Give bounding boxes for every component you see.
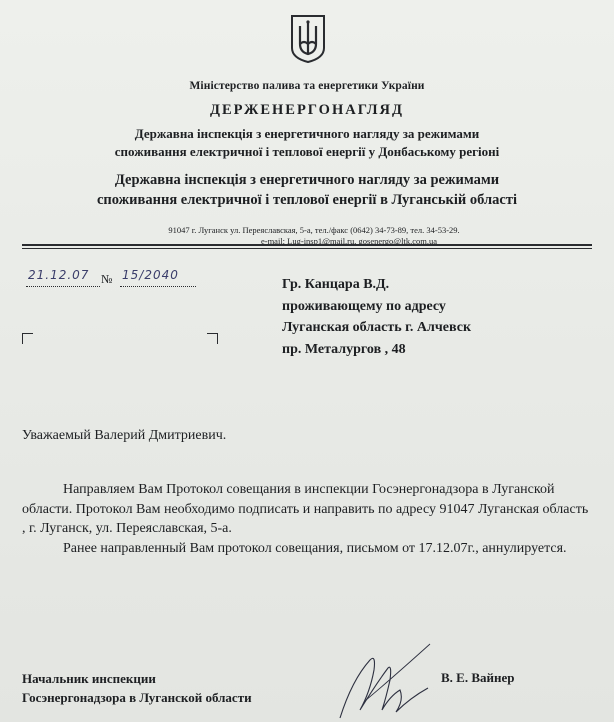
body-paragraph-1: Направляем Вам Протокол совещания в инспекции Госэнергонадзора в Луганской области. Протокол Вам необходимо подписать и направить по адресу 91047 Луганская область , г. Луганск, ул. Переяславская, 5-а. — [22, 482, 589, 536]
outgoing-number: 15/2040 — [122, 268, 179, 282]
addressee-line3: Луганская область г. Алчевск — [282, 320, 472, 335]
letterhead-divider-thin — [22, 248, 592, 249]
salutation: Уважаемый Валерий Дмитриевич. — [22, 428, 227, 443]
ministry-name: Міністерство палива та енергетики України — [189, 80, 425, 92]
reference-corner-left — [22, 333, 33, 344]
email-link-2[interactable]: gosenergo@ltk.com.ua — [358, 236, 438, 246]
number-label: № — [101, 272, 113, 286]
signatory-title-line1: Начальник инспекции — [22, 671, 156, 686]
date-underline — [26, 286, 100, 287]
trident-emblem-icon — [290, 14, 326, 64]
handwritten-signature — [330, 640, 440, 722]
addressee-block — [282, 274, 471, 360]
oblast-inspection-line1: Державна інспекція з енергетичного нагляду за режимами — [114, 172, 500, 188]
addressee-line4: пр. Металургов , 48 — [282, 341, 406, 357]
letter-body — [22, 480, 590, 558]
signatory-name: В. Е. Вайнер — [441, 670, 515, 685]
body-paragraph-2: Ранее направленный Вам протокол совещания, письмом от 17.12.07г., аннулируется. — [63, 540, 567, 556]
signatory-title — [22, 669, 252, 707]
addressee-name: Гр. Канцара В.Д. — [282, 277, 390, 292]
number-underline — [120, 286, 196, 287]
postal-address: 91047 г. Луганск ул. Переяславская, 5-а, тел./факс (0642) 34-73-89, тел. 34-53-29. — [168, 225, 460, 235]
addressee-line2: проживающему по адресу — [282, 298, 446, 314]
signatory-title-line2: Госэнергонадзора в Луганской области — [22, 690, 252, 705]
oblast-inspection-line2: споживання електричної і теплової енергії в Луганській області — [96, 192, 518, 208]
outgoing-date: 21.12.07 — [28, 268, 90, 282]
email-label: e-mail: — [260, 236, 286, 246]
letterhead-divider-thick — [22, 244, 592, 246]
reference-corner-right — [207, 333, 218, 344]
regional-inspection-title — [0, 125, 614, 161]
regional-inspection-line1: Державна інспекція з енергетичного нагляду за режимами — [134, 126, 480, 141]
agency-name: ДЕРЖЕНЕРГОНАГЛЯД — [210, 102, 404, 118]
email-link-1[interactable]: Lug-insp1@mail.ru, — [287, 236, 357, 246]
oblast-inspection-title — [0, 170, 614, 210]
regional-inspection-line2: споживання електричної і теплової енергії у Донбаському регіоні — [114, 144, 500, 159]
